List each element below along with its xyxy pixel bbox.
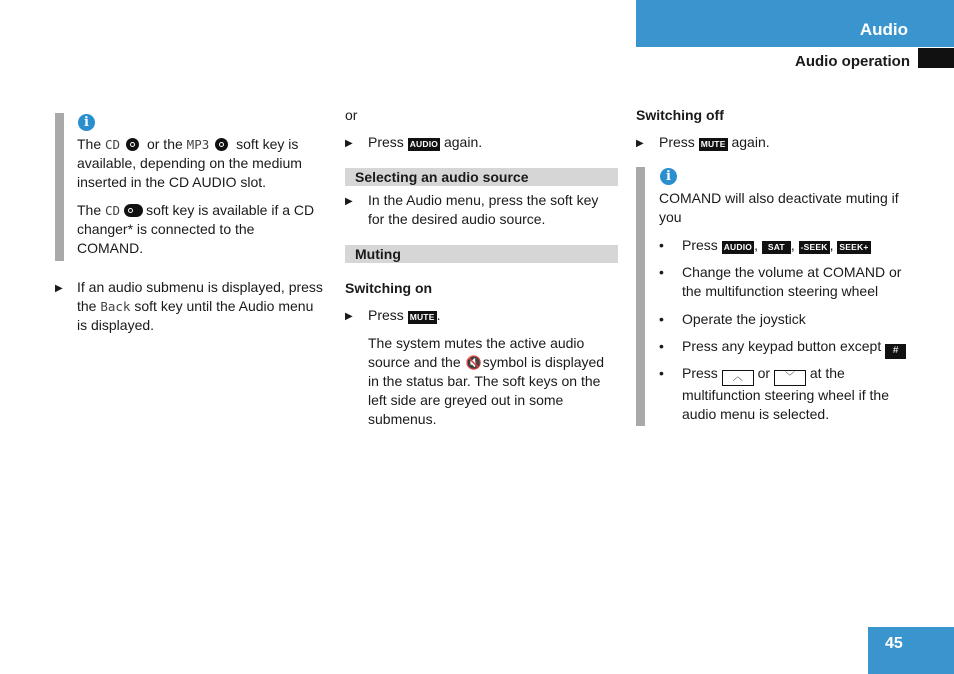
bullet-icon: • (659, 365, 664, 381)
or-text: or (345, 107, 358, 123)
section-heading-band: Muting (345, 245, 618, 263)
audio-key-icon: AUDIO (723, 242, 753, 252)
mute-key-icon: MUTE (409, 312, 435, 322)
step-marker-icon: ▶ (636, 138, 644, 149)
section-heading-band: Selecting an audio source (345, 168, 618, 186)
description-text: The system mutes the active audio source and the 🔇symbol is displayed in the status bar. The soft keys on the left side are greyed out in some submenus. (368, 335, 605, 427)
step-marker-icon: ▶ (345, 196, 353, 207)
mute-key-icon: MUTE (700, 139, 726, 149)
note-bar (636, 167, 645, 426)
sat-key-icon: SAT (762, 241, 791, 254)
hash-key-icon: # (885, 344, 906, 359)
info-icon: i (660, 166, 677, 185)
bullet-icon: • (659, 338, 664, 354)
seek-back-key-icon: -SEEK (800, 242, 828, 252)
subheading: Switching off (636, 107, 724, 123)
audio-key-icon: AUDIO (409, 139, 439, 149)
subsection-title: Audio operation (795, 53, 910, 70)
note-text: COMAND will also deactivate muting if you (659, 190, 899, 225)
disc-changer-icon (124, 204, 143, 217)
bullet-icon: • (659, 311, 664, 327)
down-arrow-key-icon: ﹀ (774, 370, 806, 386)
note-paragraph-1: The CD or the MP3 soft key is available, depending on the medium inserted in the CD AUDIO slot. (77, 136, 302, 190)
page-number-box (868, 627, 954, 674)
up-arrow-key-icon: ︿ (722, 370, 754, 386)
section-tab (636, 0, 954, 47)
section-title: Audio (859, 20, 908, 39)
bullet-icon: • (659, 237, 664, 253)
note-paragraph-2: The CD soft key is available if a CD changer* is connected to the COMAND. (77, 202, 315, 256)
info-icon: i (78, 112, 95, 131)
header-marker-block (918, 48, 954, 68)
step-marker-icon: ▶ (345, 138, 353, 149)
note-bar (55, 113, 64, 261)
back-softkey-label: Back (100, 299, 131, 314)
page-number: 45 (885, 635, 903, 652)
disc-icon (215, 138, 228, 151)
bullet-icon: • (659, 264, 664, 280)
disc-icon (126, 138, 139, 151)
step-marker-icon: ▶ (345, 311, 353, 322)
speaker-muted-icon: 🔇 (465, 355, 482, 370)
subheading: Switching on (345, 280, 433, 296)
seek-forward-key-icon: SEEK+ (839, 242, 869, 252)
step-marker-icon: ▶ (55, 283, 63, 294)
